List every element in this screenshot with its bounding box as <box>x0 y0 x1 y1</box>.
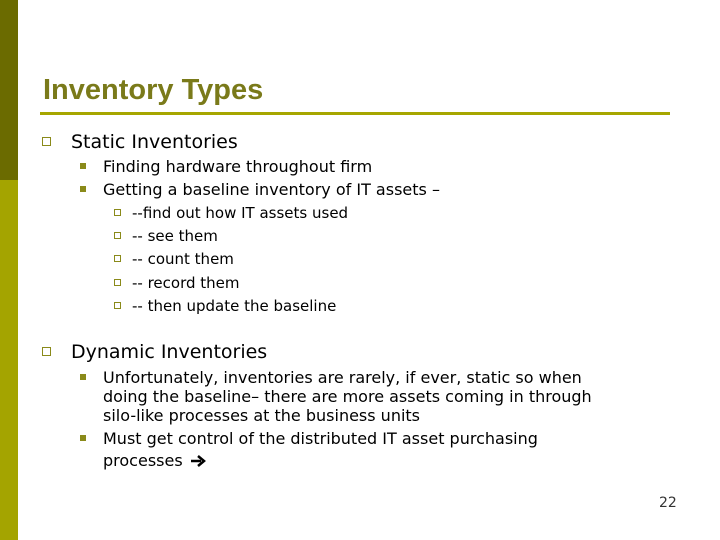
list-item-line: Unfortunately, inventories are rarely, if ever, static so when <box>103 368 582 387</box>
sidebar-bar-dark <box>0 0 18 180</box>
hollow-square-bullet-icon <box>114 209 121 216</box>
title-underline <box>40 112 670 115</box>
sub-list-item: --find out how IT assets used <box>132 204 349 222</box>
page-number: 22 <box>659 495 677 511</box>
list-item-line: doing the baseline– there are more assets coming in through <box>103 387 592 406</box>
list-item: Getting a baseline inventory of IT assets – <box>103 180 440 199</box>
hollow-square-bullet-icon <box>114 279 121 286</box>
section-heading-dynamic: Dynamic Inventories <box>71 341 268 363</box>
sub-list-item: -- count them <box>132 250 234 268</box>
filled-square-bullet-icon <box>80 186 86 192</box>
hollow-square-bullet-icon <box>42 137 51 146</box>
list-item: Finding hardware throughout firm <box>103 157 373 176</box>
list-item-line-with-arrow <box>103 451 206 470</box>
list-item-text: processes <box>103 451 183 470</box>
right-arrow-icon <box>190 455 206 467</box>
sub-list-item: -- record them <box>132 274 240 292</box>
list-item-line: Must get control of the distributed IT asset purchasing <box>103 429 538 448</box>
sidebar-bar-light <box>0 180 18 540</box>
sub-list-item: -- then update the baseline <box>132 297 337 315</box>
slide-title: Inventory Types <box>43 74 264 106</box>
list-item-line: silo-like processes at the business units <box>103 406 421 425</box>
filled-square-bullet-icon <box>80 374 86 380</box>
hollow-square-bullet-icon <box>114 302 121 309</box>
hollow-square-bullet-icon <box>114 232 121 239</box>
filled-square-bullet-icon <box>80 163 86 169</box>
section-heading-static: Static Inventories <box>71 131 238 153</box>
hollow-square-bullet-icon <box>42 347 51 356</box>
sub-list-item: -- see them <box>132 227 218 245</box>
filled-square-bullet-icon <box>80 435 86 441</box>
hollow-square-bullet-icon <box>114 255 121 262</box>
